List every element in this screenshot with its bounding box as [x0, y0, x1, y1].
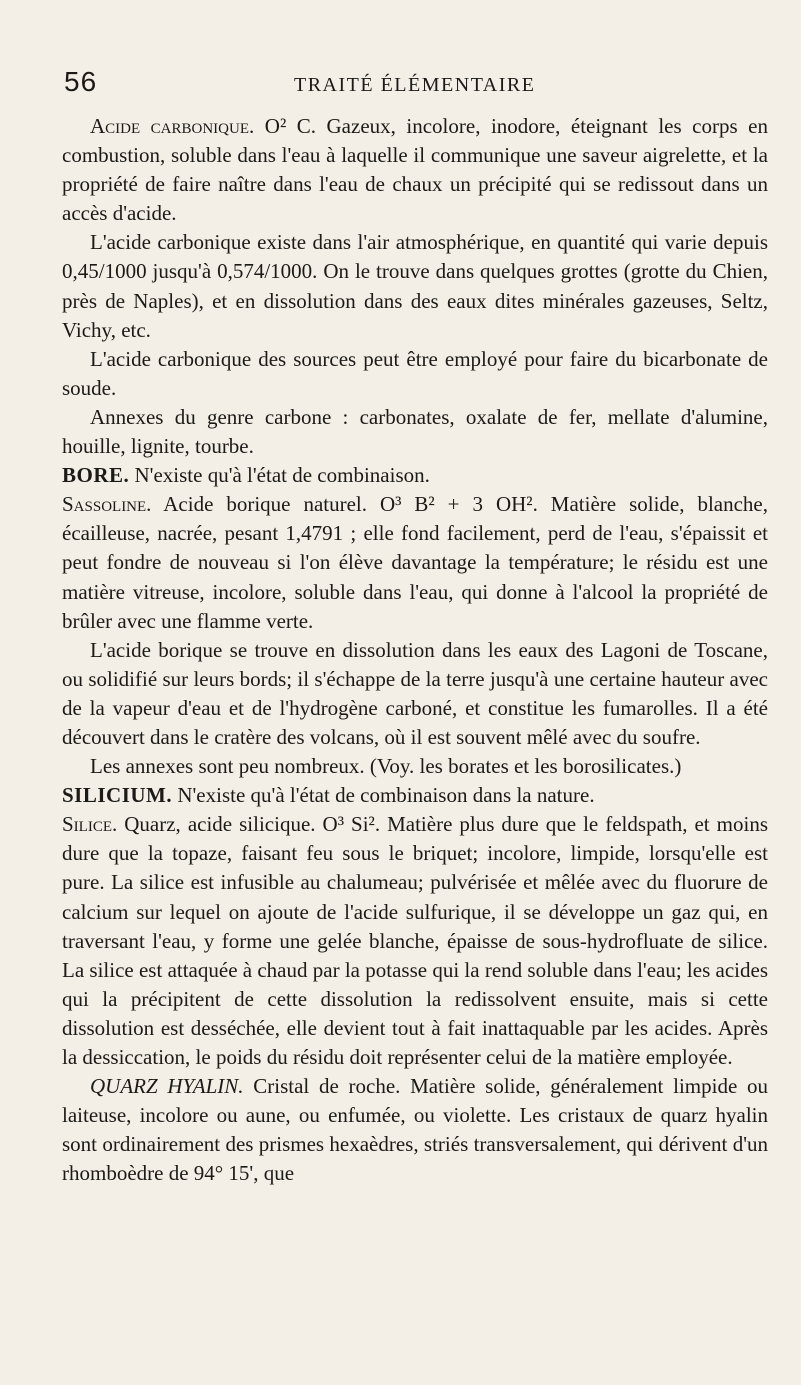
- paragraph-quarz-hyalin: [62, 1072, 768, 1188]
- entry-body: O² C. Gazeux, incolore, inodore, éteignant les corps en combustion, soluble dans l'eau à laquelle il communique une saveur aigrelette, et la propriété de faire naître dans l'eau de chaux un précipité qui se redissout dans un accès d'acide.: [62, 114, 768, 226]
- paragraph-acide-carbonique: [62, 112, 768, 228]
- paragraph: [62, 752, 768, 781]
- running-title: TRAITÉ ÉLÉMENTAIRE: [294, 74, 536, 96]
- paragraph-silicium: [62, 781, 768, 810]
- paragraph-text: L'acide carbonique existe dans l'air atmosphérique, en quantité qui varie depuis 0,45/1000 jusqu'à 0,574/1000. On le trouve dans quelques grottes (grotte du Chien, près de Naples), et en dissolution dans des eaux dites minérales gazeuses, Seltz, Vichy, etc.: [62, 230, 768, 342]
- entry-term: Acide carbonique.: [90, 114, 255, 138]
- entry-body: N'existe qu'à l'état de combinaison.: [129, 463, 430, 488]
- paragraph: [62, 403, 768, 461]
- page-number: 56: [64, 66, 98, 97]
- paragraph: [62, 228, 768, 344]
- body-text: [62, 112, 768, 1188]
- paragraph: [62, 636, 768, 752]
- paragraph-sassoline: [62, 490, 768, 635]
- entry-body: Cristal de roche. Matière solide, généralement limpide ou laiteuse, incolore ou aune, ou enfumée, ou violette. Les cristaux de quarz hyalin sont ordinairement des prismes hexaèdres, striés transversalement, qui dérivent d'un rhomboèdre de 94° 15', que: [62, 1074, 768, 1186]
- entry-body: Acide borique naturel. O³ B² + 3 OH². Matière solide, blanche, écailleuse, nacrée, pesant 1,4791 ; elle fond facilement, perd de l'eau, s'épaissit et peut fondre de nouveau si l'on élève davantage la température; le résidu est une matière vitreuse, incolore, soluble dans l'eau, qui donne à l'alcool la propriété de brûler avec une flamme verte.: [62, 492, 768, 633]
- section-heading: SILICIUM.: [62, 783, 173, 808]
- entry-body: Quarz, acide silicique. O³ Si². Matière plus dure que le feldspath, et moins dure que la topaze, faisant feu sous le briquet; incolore, limpide, lorsqu'elle est pure. La silice est infusible au chalumeau; pulvérisée et mêlée avec du fluorure de calcium sur lequel on ajoute de l'acide sulfurique, il se développe un gaz qui, en traversant l'eau, y forme une gelée blanche, épaisse de sous-hydrofluate de silice. La silice est attaquée à chaud par la potasse qui la rend soluble dans l'eau; les acides qui la précipitent de cette dissolution la redissolvent ensuite, mais si cette dissolution est desséchée, elle devient tout à fait inattaquable par les acides. Après la dessiccation, le poids du résidu doit représenter celui de la matière employée.: [62, 812, 768, 1069]
- entry-term: QUARZ HYALIN.: [90, 1074, 244, 1099]
- entry-body: N'existe qu'à l'état de combinaison dans la nature.: [172, 783, 595, 808]
- section-heading: BORE.: [62, 463, 130, 488]
- entry-term: Sassoline.: [62, 492, 152, 517]
- paragraph-silice: [62, 810, 768, 1072]
- paragraph-text: L'acide borique se trouve en dissolution dans les eaux des Lagoni de Toscane, ou solidifié sur leurs bords; il s'échappe de la terre jusqu'à une certaine hauteur avec de la vapeur d'eau et de l'hydrogène carboné, et constitue les fumarolles. Il a été découvert dans le cratère des volcans, où il est souvent mêlé avec du soufre.: [62, 637, 768, 749]
- page-header: [64, 66, 764, 106]
- paragraph-text: Annexes du genre carbone : carbonates, oxalate de fer, mellate d'alumine, houille, lignite, tourbe.: [62, 404, 768, 459]
- entry-term: Silice.: [62, 812, 118, 837]
- paragraph-text: Les annexes sont peu nombreux. (Voy. les borates et les borosilicates.): [90, 754, 682, 779]
- paragraph-text: L'acide carbonique des sources peut être employé pour faire du bicarbonate de soude.: [62, 346, 768, 400]
- paragraph: [62, 345, 768, 403]
- paragraph-bore: [62, 461, 768, 490]
